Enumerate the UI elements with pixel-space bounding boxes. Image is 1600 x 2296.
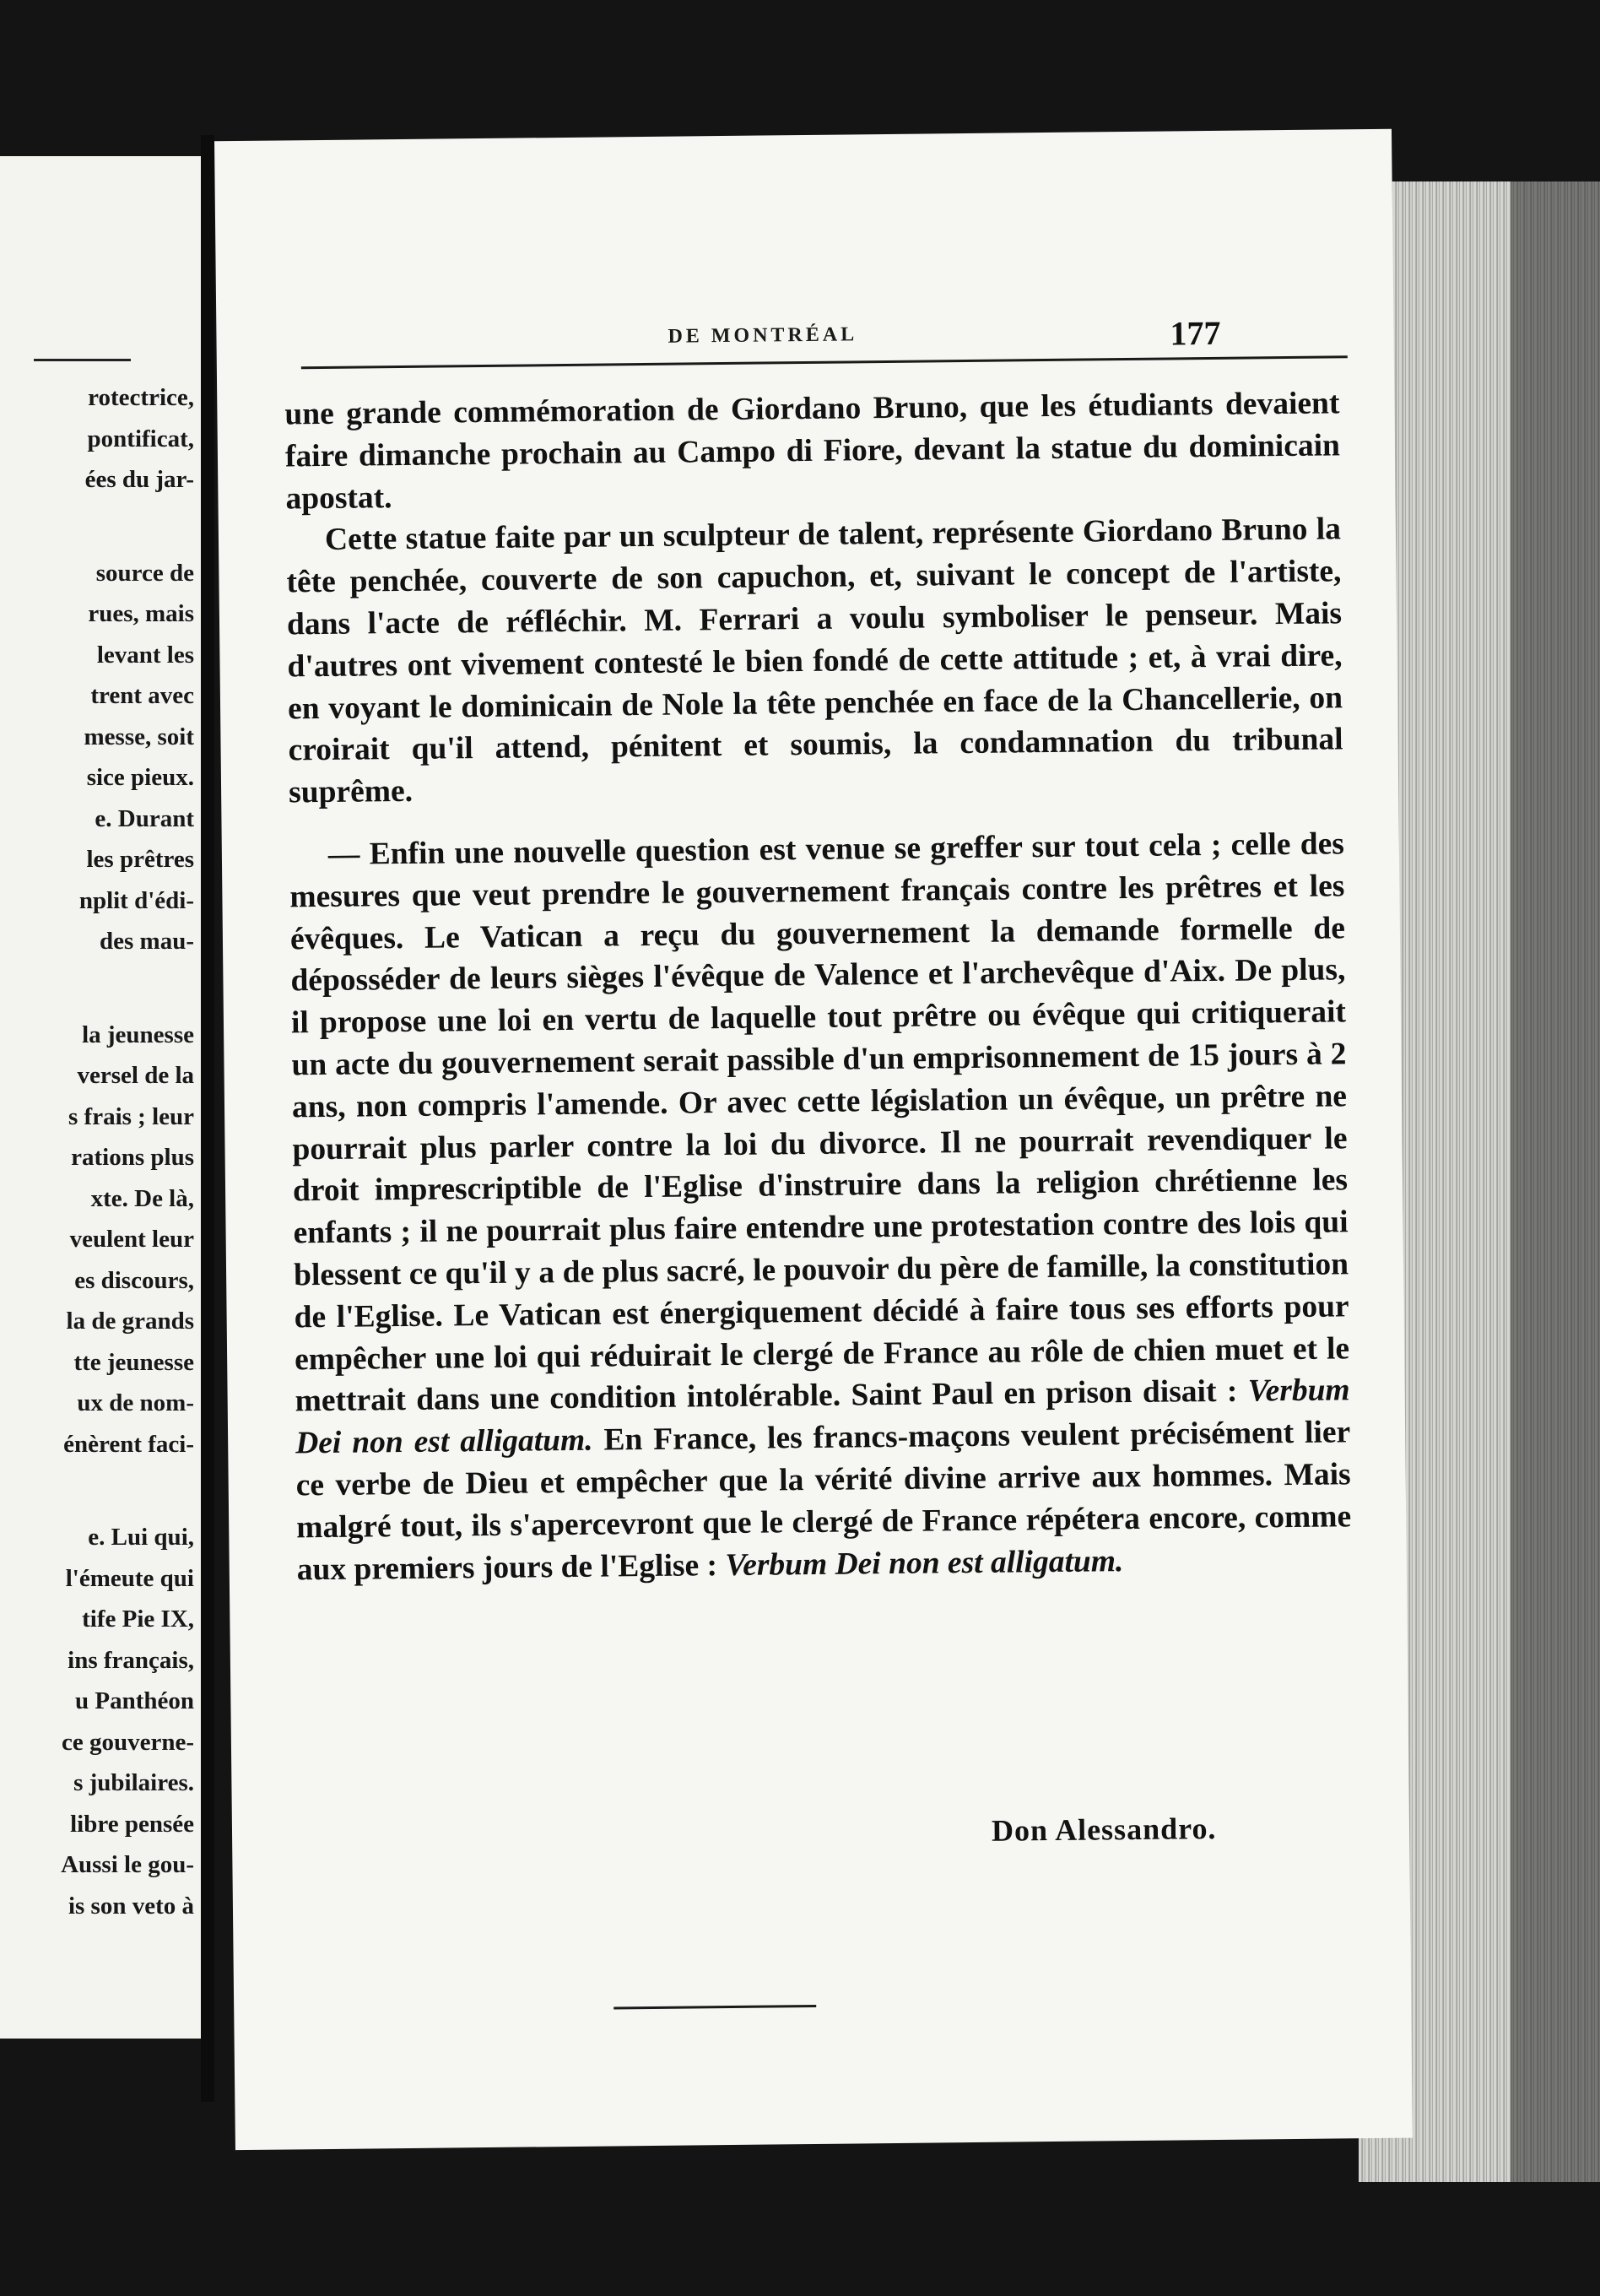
left-page [0, 156, 201, 2039]
left-page-line: u Panthéon [74, 1687, 194, 1714]
paragraph-text: — Enfin une nouvelle question est venue se greffer sur tout cela ; celle des mesures que veut prendre le gouvernement français contre les prêtres et les évêques. Le Vatican a reçu du gouvernement la demande formelle de déposséder de leurs sièges l'évêque de Valence et l'archevêque d'Aix. De plus, il propose une loi en vertu de laquelle tout prêtre ou évêque qui critiquerait un acte du gouvernement serait passible d'un emprisonnement de 15 jours à 2 ans, non compris l'amende. Or avec cette législation un évêque, un prêtre ne pourrait plus parler contre la loi du divorce. Il ne pourrait revendiquer le droit imprescriptible de l'Eglise d'instruire dans la religion chrétienne les enfants ; il ne pourrait plus faire entendre une protestation contre des lois qui blessent ce qu'il y a de plus sacré, le pouvoir du père de famille, la constitution de l'Eglise. Le Vatican est énergiquement décidé à faire tous ses efforts pour empêcher une loi qui réduirait le clergé de France au rôle de chien muet et le mettrait dans une condition intolérable. Saint Paul en prison disait : [289, 826, 1350, 1419]
right-page [214, 129, 1413, 2150]
left-page-line: veulent leur [69, 1226, 194, 1253]
left-page-line: pontificat, [87, 425, 194, 452]
left-page-line: xte. De là, [90, 1184, 194, 1212]
left-page-line: ce gouverne- [61, 1728, 194, 1756]
left-page-line: trent avec [90, 682, 194, 709]
running-head: DE MONTRÉAL [668, 323, 858, 348]
left-page-line: s frais ; leur [68, 1102, 194, 1130]
latin-quote: Verbum Dei non est alligatum. [295, 1373, 1350, 1461]
left-page-line: e. Lui qui, [88, 1524, 194, 1551]
left-page-rule [34, 359, 131, 361]
left-page-line: es discours, [74, 1266, 194, 1294]
left-page-line: rues, mais [88, 600, 194, 627]
signature: Don Alessandro. [991, 1811, 1217, 1848]
left-page-line: les prêtres [86, 846, 194, 873]
left-page-line: source de [95, 559, 194, 587]
left-page-line: rations plus [71, 1144, 194, 1171]
paragraph-text: En France, les francs-maçons veulent précisément lier ce verbe de Dieu et empêcher que la vérité divine arrive aux hommes. Mais malgré tout, ils s'apercevront que le clergé de France répétera encore, comme aux premiers jours de l'Eglise : [295, 1415, 1352, 1587]
left-page-line: rotectrice, [88, 384, 194, 411]
left-page-line: sice pieux. [86, 764, 194, 791]
left-page-line: libre pensée [70, 1810, 194, 1838]
left-page-line: énèrent faci- [63, 1430, 194, 1458]
left-page-line: ées du jar- [84, 466, 194, 493]
left-page-line: levant les [96, 641, 194, 669]
paragraph: une grande commémoration de Giordano Bruno, que les étudiants devaient faire dimanche prochain au Campo di Fiore, devant la statue du dominicain apostat. [284, 386, 1341, 517]
left-page-line: s jubilaires. [73, 1769, 194, 1796]
page-number: 177 [1170, 313, 1221, 353]
left-page-line: ins français, [68, 1646, 194, 1674]
left-page-line: messe, soit [84, 723, 194, 750]
book-edge-shadow [1511, 181, 1600, 2182]
left-page-line: e. Durant [95, 804, 194, 832]
left-page-line: tte jeunesse [73, 1348, 194, 1376]
left-page-line: Aussi le gou- [61, 1851, 194, 1878]
left-page-line: nplit d'édi- [78, 886, 194, 914]
left-page-line: versel de la [77, 1062, 194, 1089]
end-rule [614, 2005, 816, 2010]
left-page-line: l'émeute qui [65, 1564, 194, 1592]
left-page-line: la jeunesse [82, 1021, 194, 1048]
header-rule [301, 355, 1348, 369]
latin-quote: Verbum Dei non est alligatum. [725, 1543, 1124, 1583]
paragraph: Cette statue faite par un sculpteur de talent, représente Giordano Bruno la tête penchée, couverte de son capuchon, et, suivant le concept de l'artiste, dans l'acte de réfléchir. M. Ferrari a voulu symboliser le penseur. Mais d'autres ont vivement contesté le bien fondé de cette attitude ; et, à vrai dire, en voyant le dominicain de Nole la tête penchée en face de la Chancellerie, on croirait qu'il attend, pénitent et soumis, la condamnation du tribunal suprême. [286, 512, 1343, 810]
left-page-line: tife Pie IX, [82, 1606, 194, 1633]
left-page-line: des mau- [100, 928, 194, 955]
article-body [284, 382, 1352, 1590]
book-gutter [201, 135, 214, 2102]
left-page-line: ux de nom- [77, 1389, 194, 1416]
paragraph [289, 823, 1352, 1590]
left-page-line: la de grands [66, 1308, 194, 1335]
left-page-line: is son veto à [68, 1892, 194, 1920]
